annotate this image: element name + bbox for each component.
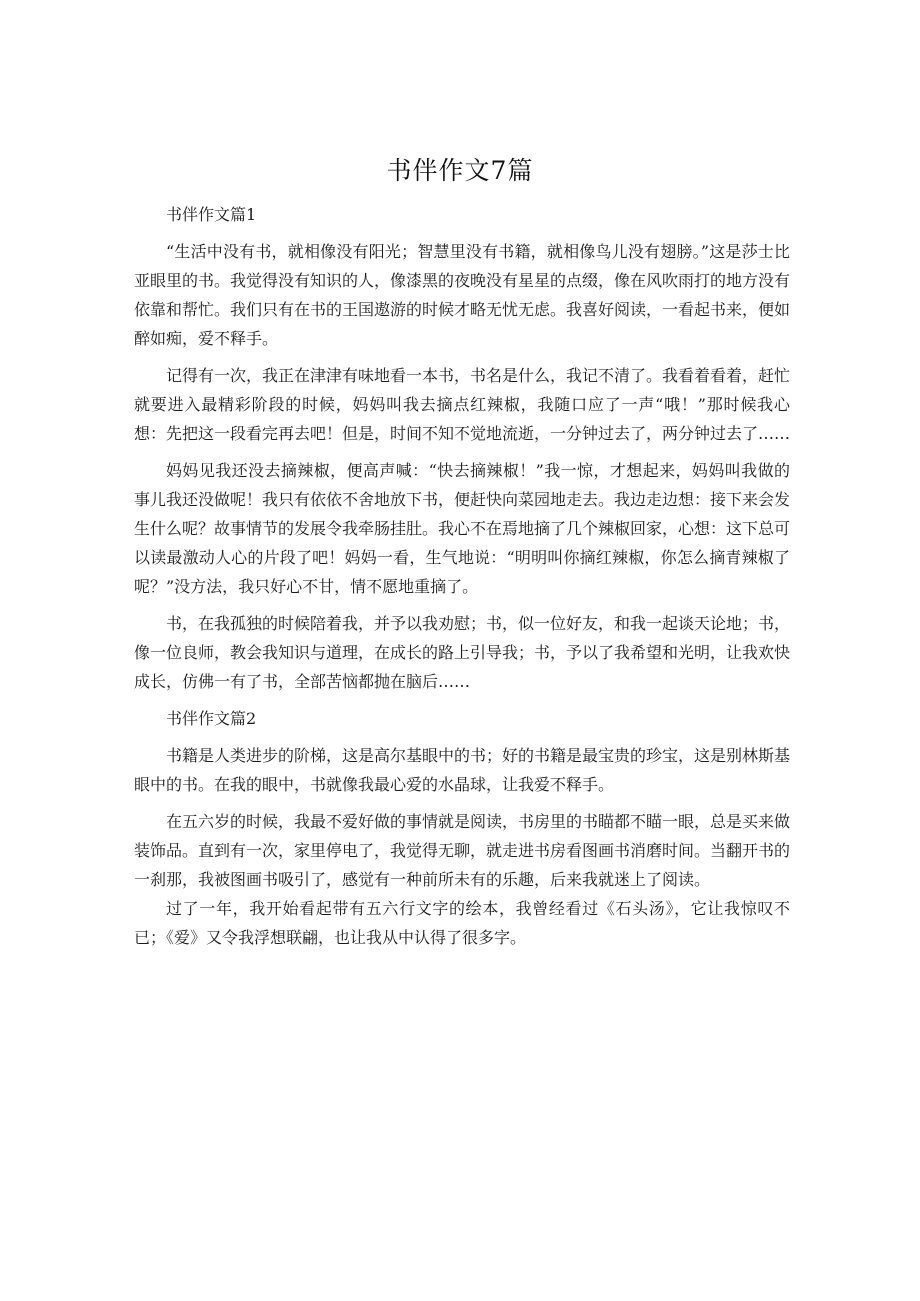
paragraph: 过了一年，我开始看起带有五六行文字的绘本，我曾经看过《石头汤》，它让我惊叹不已；《爱》又令我浮想联翩，也让我从中认得了很多字。 — [134, 899, 790, 947]
section-1 — [134, 200, 790, 696]
paragraph: 书籍是人类进步的阶梯，这是高尔基眼中的书；好的书籍是最宝贵的珍宝，这是别林斯基眼中的书。在我的眼中，书就像我最心爱的水晶球，让我爱不释手。 — [134, 746, 791, 794]
section-heading: 书伴作文篇2 — [166, 709, 257, 728]
document-body — [134, 200, 790, 960]
paragraph: 书，在我孤独的时候陪着我，并予以我劝慰；书，似一位好友，和我一起谈天论地；书，像一位良师，教会我知识与道理，在成长的路上引导我；书，予以了我希望和光明，让我欢快成长，仿佛一有了书，全部苦恼都抛在脑后…… — [134, 614, 791, 691]
document-title: 书伴作文7篇 — [386, 156, 534, 185]
paragraph: 在五六岁的时候，我最不爱好做的事情就是阅读，书房里的书瞄都不瞄一眼，总是买来做装饰品。直到有一次，家里停电了，我觉得无聊，就走进书房看图画书消磨时间。当翻开书的一刹那，我被图画书吸引了，感觉有一种前所未有的乐趣，后来我就迷上了阅读。 — [134, 812, 791, 889]
section-2 — [134, 704, 790, 952]
paragraph: 记得有一次，我正在津津有味地看一本书，书名是什么，我记不清了。我看着看着，赶忙就要进入最精彩阶段的时候，妈妈叫我去摘点红辣椒，我随口应了一声“哦！”那时候我心想：先把这一段看完再去吧！但是，时间不知不觉地流逝，一分钟过去了，两分钟过去了…… — [134, 366, 791, 443]
paragraph: 妈妈见我还没去摘辣椒，便高声喊：“快去摘辣椒！”我一惊，才想起来，妈妈叫我做的事儿我还没做呢！我只有依依不舍地放下书，便赶快向菜园地走去。我边走边想：接下来会发生什么呢？故事情节的发展令我牵肠挂肚。我心不在焉地摘了几个辣椒回家，心想：这下总可以读最激动人心的片段了吧！妈妈一看，生气地说：“明明叫你摘红辣椒，你怎么摘青辣椒了呢？”没方法，我只好心不甘，情不愿地重摘了。 — [134, 461, 791, 596]
paragraph: “生活中没有书，就相像没有阳光；智慧里没有书籍，就相像鸟儿没有翅膀。”这是莎士比亚眼里的书。我觉得没有知识的人，像漆黑的夜晚没有星星的点缀，像在风吹雨打的地方没有依靠和帮忙。我们只有在书的王国遨游的时候才略无忧无虑。我喜好阅读，一看起书来，便如醉如痴，爱不释手。 — [134, 242, 791, 348]
section-heading: 书伴作文篇1 — [166, 205, 257, 224]
